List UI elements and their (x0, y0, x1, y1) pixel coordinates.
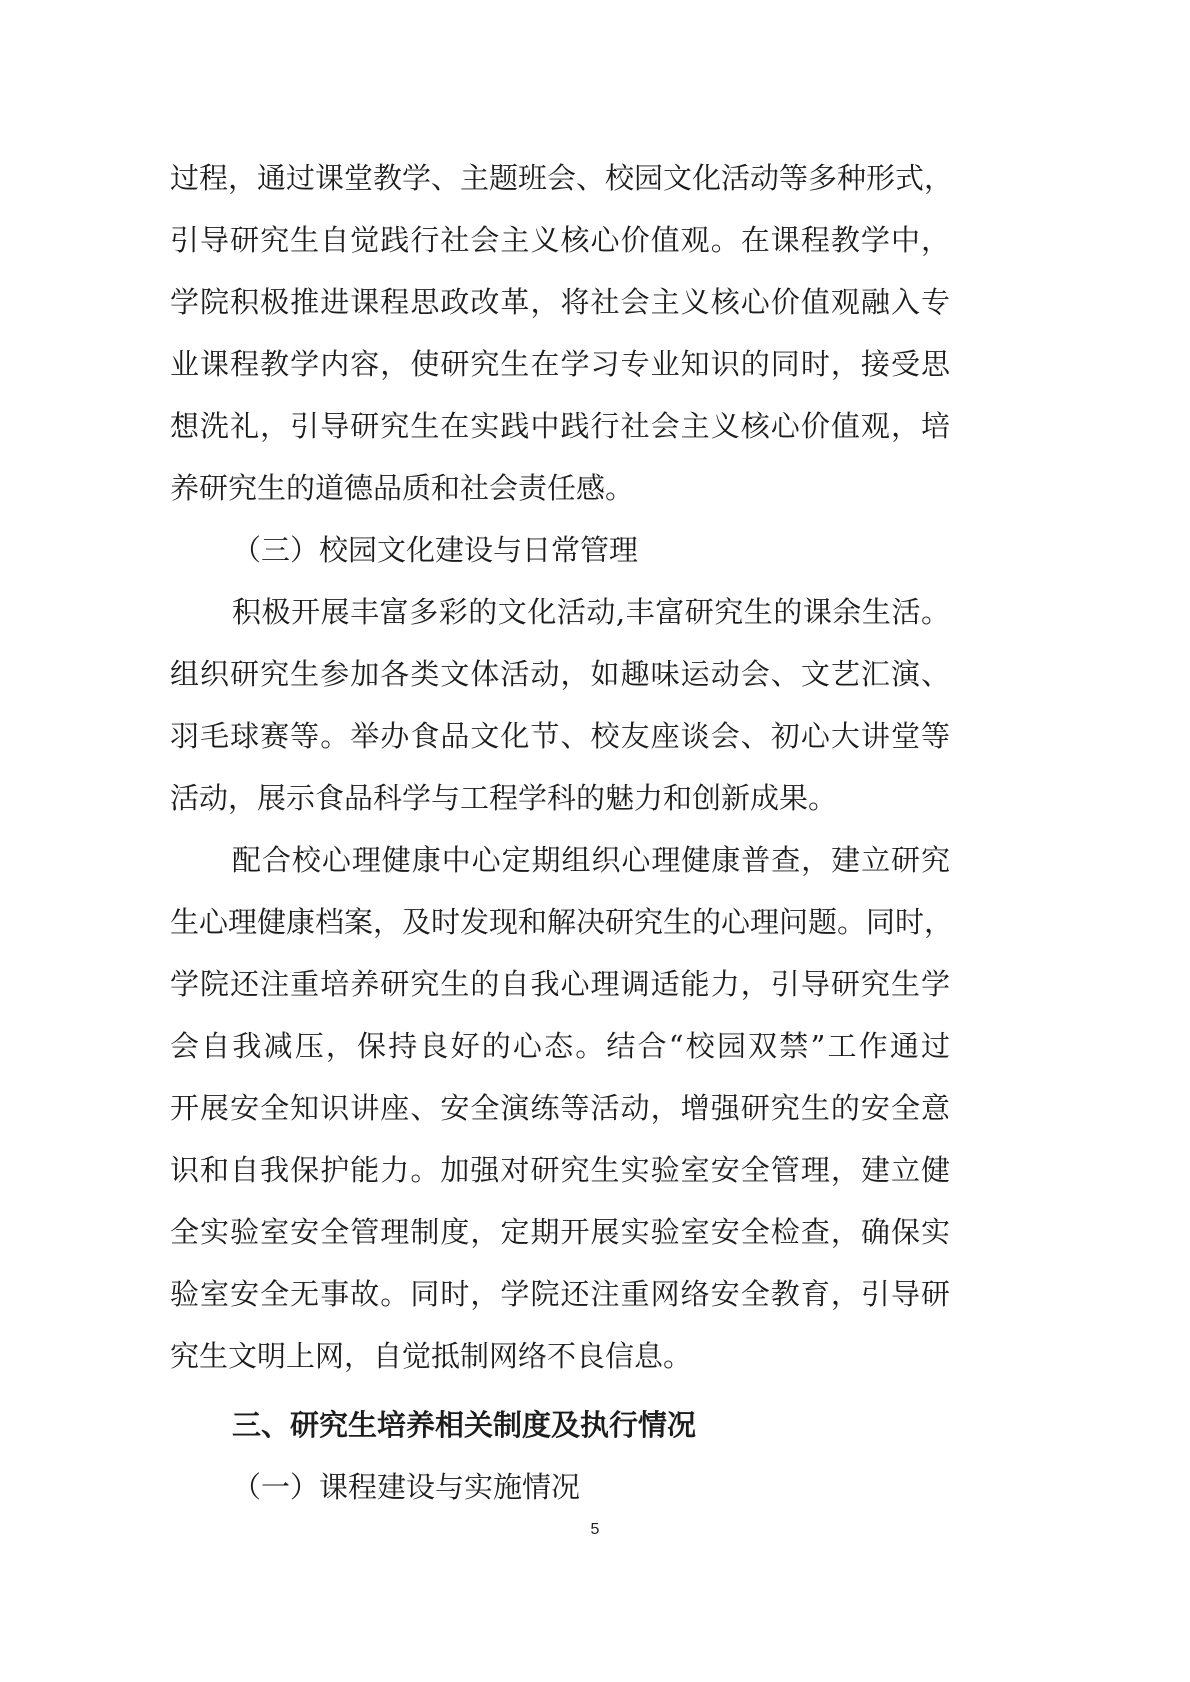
text-line: 全实验室安全管理制度，定期开展实验室安全检查，确保实 (170, 1215, 950, 1249)
section-block (170, 1394, 950, 1518)
text-line: 识和自我保护能力。加强对研究生实验室安全管理，建立健 (170, 1153, 950, 1187)
text-line: 过程，通过课堂教学、主题班会、校园文化活动等多种形式， (170, 161, 954, 195)
subsection-heading: （一）课程建设与实施情况 (232, 1470, 581, 1504)
text-line: 积极开展丰富多彩的文化活动,丰富研究生的课余生活。 (232, 595, 950, 629)
text-line: 开展安全知识讲座、安全演练等活动，增强研究生的安全意 (170, 1091, 950, 1125)
text-line: 业课程教学内容，使研究生在学习专业知识的同时，接受思 (170, 347, 950, 381)
paragraph (170, 829, 954, 1387)
text-line: 养研究生的道德品质和社会责任感。 (170, 471, 635, 505)
text-line: 生心理健康档案，及时发现和解决研究生的心理问题。同时， (170, 905, 954, 939)
text-line: 羽毛球赛等。举办食品文化节、校友座谈会、初心大讲堂等 (170, 719, 950, 753)
text-line: 组织研究生参加各类文体活动，如趣味运动会、文艺汇演、 (170, 657, 950, 691)
page-number: 5 (590, 1521, 600, 1538)
subsection-heading: （三）校园文化建设与日常管理 (232, 533, 639, 567)
text-line: 究生文明上网，自觉抵制网络不良信息。 (170, 1339, 693, 1373)
section-heading: 三、研究生培养相关制度及执行情况 (232, 1408, 697, 1442)
text-line: 想洗礼，引导研究生在实践中践行社会主义核心价值观，培 (170, 409, 950, 443)
text-line: 学院积极推进课程思政改革，将社会主义核心价值观融入专 (170, 285, 950, 319)
paragraph-continuation (170, 147, 954, 519)
text-line: 活动，展示食品科学与工程学科的魅力和创新成果。 (170, 781, 838, 815)
paragraph (170, 581, 950, 829)
text-line: 引导研究生自觉践行社会主义核心价值观。在课程教学中， (170, 223, 950, 257)
text-line: 会自我减压，保持良好的心态。结合“校园双禁”工作通过 (170, 1029, 950, 1063)
text-line: 验室安全无事故。同时，学院还注重网络安全教育，引导研 (170, 1277, 950, 1311)
text-line: 配合校心理健康中心定期组织心理健康普查，建立研究 (232, 843, 950, 877)
body-text (170, 147, 954, 1387)
text-line: 学院还注重培养研究生的自我心理调适能力，引导研究生学 (170, 967, 950, 1001)
